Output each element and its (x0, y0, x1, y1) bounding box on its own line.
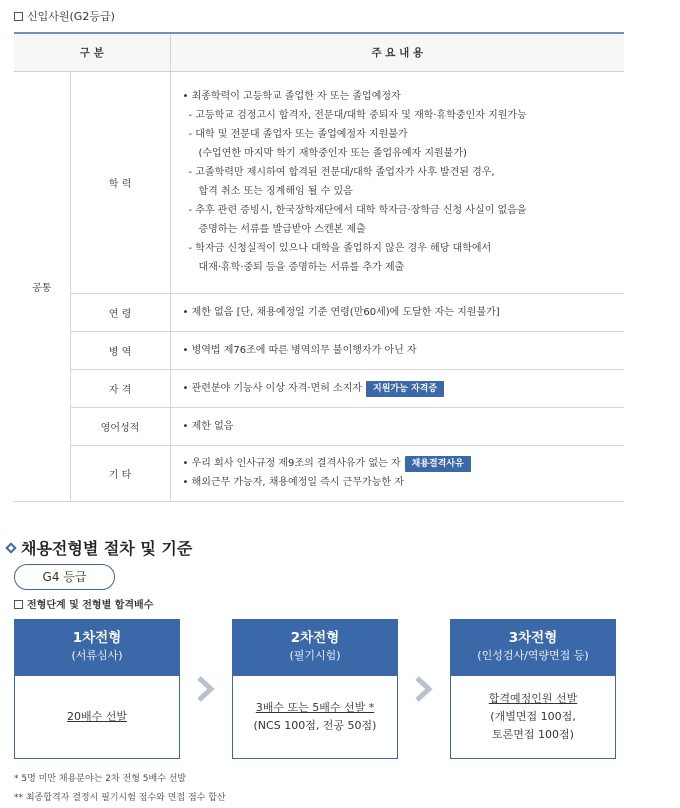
list-item: (수업연한 마지막 학기 재학중인자 또는 졸업유예자 지원불가) (198, 148, 467, 159)
stage-detail: 토론면접 100점) (492, 728, 574, 741)
row-category: 자 격 (70, 369, 170, 407)
list-item-text: • 우리 회사 인사규정 제9조의 결격사유가 없는 자 (182, 458, 401, 469)
disqualification-badge-button[interactable]: 채용결격사유 (405, 456, 471, 472)
stage-header (451, 620, 615, 676)
group-label: 공통 (14, 71, 70, 501)
header-content: 주 요 내 용 (170, 33, 624, 71)
table-row (14, 293, 624, 331)
grade-tab[interactable]: G4 등급 (14, 564, 115, 590)
checkbox-icon (14, 12, 23, 21)
list-item (183, 454, 625, 473)
stage-subtitle: (인성검사/역량면접 등) (477, 649, 589, 662)
stage-card-1 (14, 619, 180, 759)
diamond-icon (5, 542, 16, 553)
requirements-table (14, 32, 624, 502)
list-item: - 추후 관련 증빙시, 한국장학재단에서 대학 학자금·장학금 신청 사실이 없음을 (188, 205, 527, 216)
table-row (14, 369, 624, 407)
list-item: - 학자금 신청실적이 있으나 대학을 졸업하지 않은 경우 해당 대학에서 (188, 243, 492, 254)
header-category: 구 분 (14, 33, 170, 71)
row-category: 연 령 (70, 293, 170, 331)
table-row (14, 445, 624, 501)
stage-criterion: 20배수 선발 (67, 710, 127, 723)
list-item: 증명하는 서류를 발급받아 스캔본 제출 (198, 224, 366, 235)
chevron-right-icon (411, 676, 435, 702)
checkbox-icon (14, 600, 23, 609)
list-item: • 해외근무 가능자, 채용예정일 즉시 근무가능한 자 (182, 477, 404, 488)
table-header-row (14, 33, 624, 71)
stage-title: 1차전형 (72, 630, 122, 646)
stage-subtitle: (필기시험) (289, 649, 341, 662)
list-item: • 제한 없음 (182, 420, 234, 432)
table-row (14, 407, 624, 445)
stage-criterion: 합격예정인원 선발 (488, 692, 578, 705)
list-item: • 제한 없음 [단, 채용예정일 기준 연령(만60세)에 도달한 자는 지원불가] (182, 306, 500, 318)
list-item (183, 379, 625, 398)
row-content (170, 369, 624, 407)
stage-detail: (개별면접 100점, (490, 710, 576, 723)
qualification-badge-button[interactable]: 지원가능 자격증 (366, 381, 444, 397)
stage-subtitle: (서류심사) (71, 649, 123, 662)
stage-card-3 (450, 619, 616, 759)
row-content (170, 407, 624, 445)
footnote: ** 최종합격자 결정시 필기시험 점수와 면접 점수 합산 (14, 793, 226, 803)
chevron-right-icon (193, 676, 217, 702)
footnote: * 5명 미만 채용분야는 2차 전형 5배수 선발 (14, 774, 187, 784)
row-category: 영어성적 (70, 407, 170, 445)
list-item-text: • 관련분야 기능사 이상 자격·면허 소지자 (182, 382, 363, 394)
list-item: - 고졸학력만 제시하여 합격된 전문대/대학 졸업자가 사후 발견된 경우, (188, 167, 495, 178)
list-item: 대재·휴학·중퇴 등을 증명하는 서류를 추가 제출 (198, 262, 405, 273)
stage-header (15, 620, 179, 676)
stage-body (451, 676, 615, 758)
table-row (14, 71, 624, 293)
list-item: - 대학 및 전문대 졸업자 또는 졸업예정자 지원불가 (188, 129, 408, 140)
list-item: - 고등학교 검정고시 합격자, 전문대/대학 중퇴자 및 재학·휴학중인자 지원가능 (188, 110, 527, 121)
table-row (14, 331, 624, 369)
stage-body (233, 676, 397, 758)
row-category: 학 력 (70, 71, 170, 293)
stage-header (233, 620, 397, 676)
stage-title: 3차전형 (508, 630, 558, 646)
row-content (170, 293, 624, 331)
section-title: 신입사원(G2등급) (14, 8, 115, 24)
list-item: 합격 취소 또는 징계해임 될 수 있음 (198, 186, 353, 197)
row-category: 기 타 (70, 445, 170, 501)
stage-criterion: 3배수 또는 5배수 선발 * (255, 701, 375, 714)
row-content (170, 71, 624, 293)
stage-card-2 (232, 619, 398, 759)
stage-body (15, 676, 179, 758)
row-content (170, 445, 624, 501)
procedure-title: 채용전형별 절차 및 기준 (4, 536, 192, 559)
stage-title: 2차전형 (290, 630, 340, 646)
list-item: • 최종학력이 고등학교 졸업한 자 또는 졸업예정자 (182, 91, 401, 102)
row-content (170, 331, 624, 369)
list-item: • 병역법 제76조에 따른 병역의무 불이행자가 아닌 자 (182, 344, 417, 356)
stage-detail: (NCS 100점, 전공 50점) (253, 719, 377, 732)
row-category: 병 역 (70, 331, 170, 369)
procedure-subtitle: 전형단계 및 전형별 합격배수 (14, 596, 153, 611)
